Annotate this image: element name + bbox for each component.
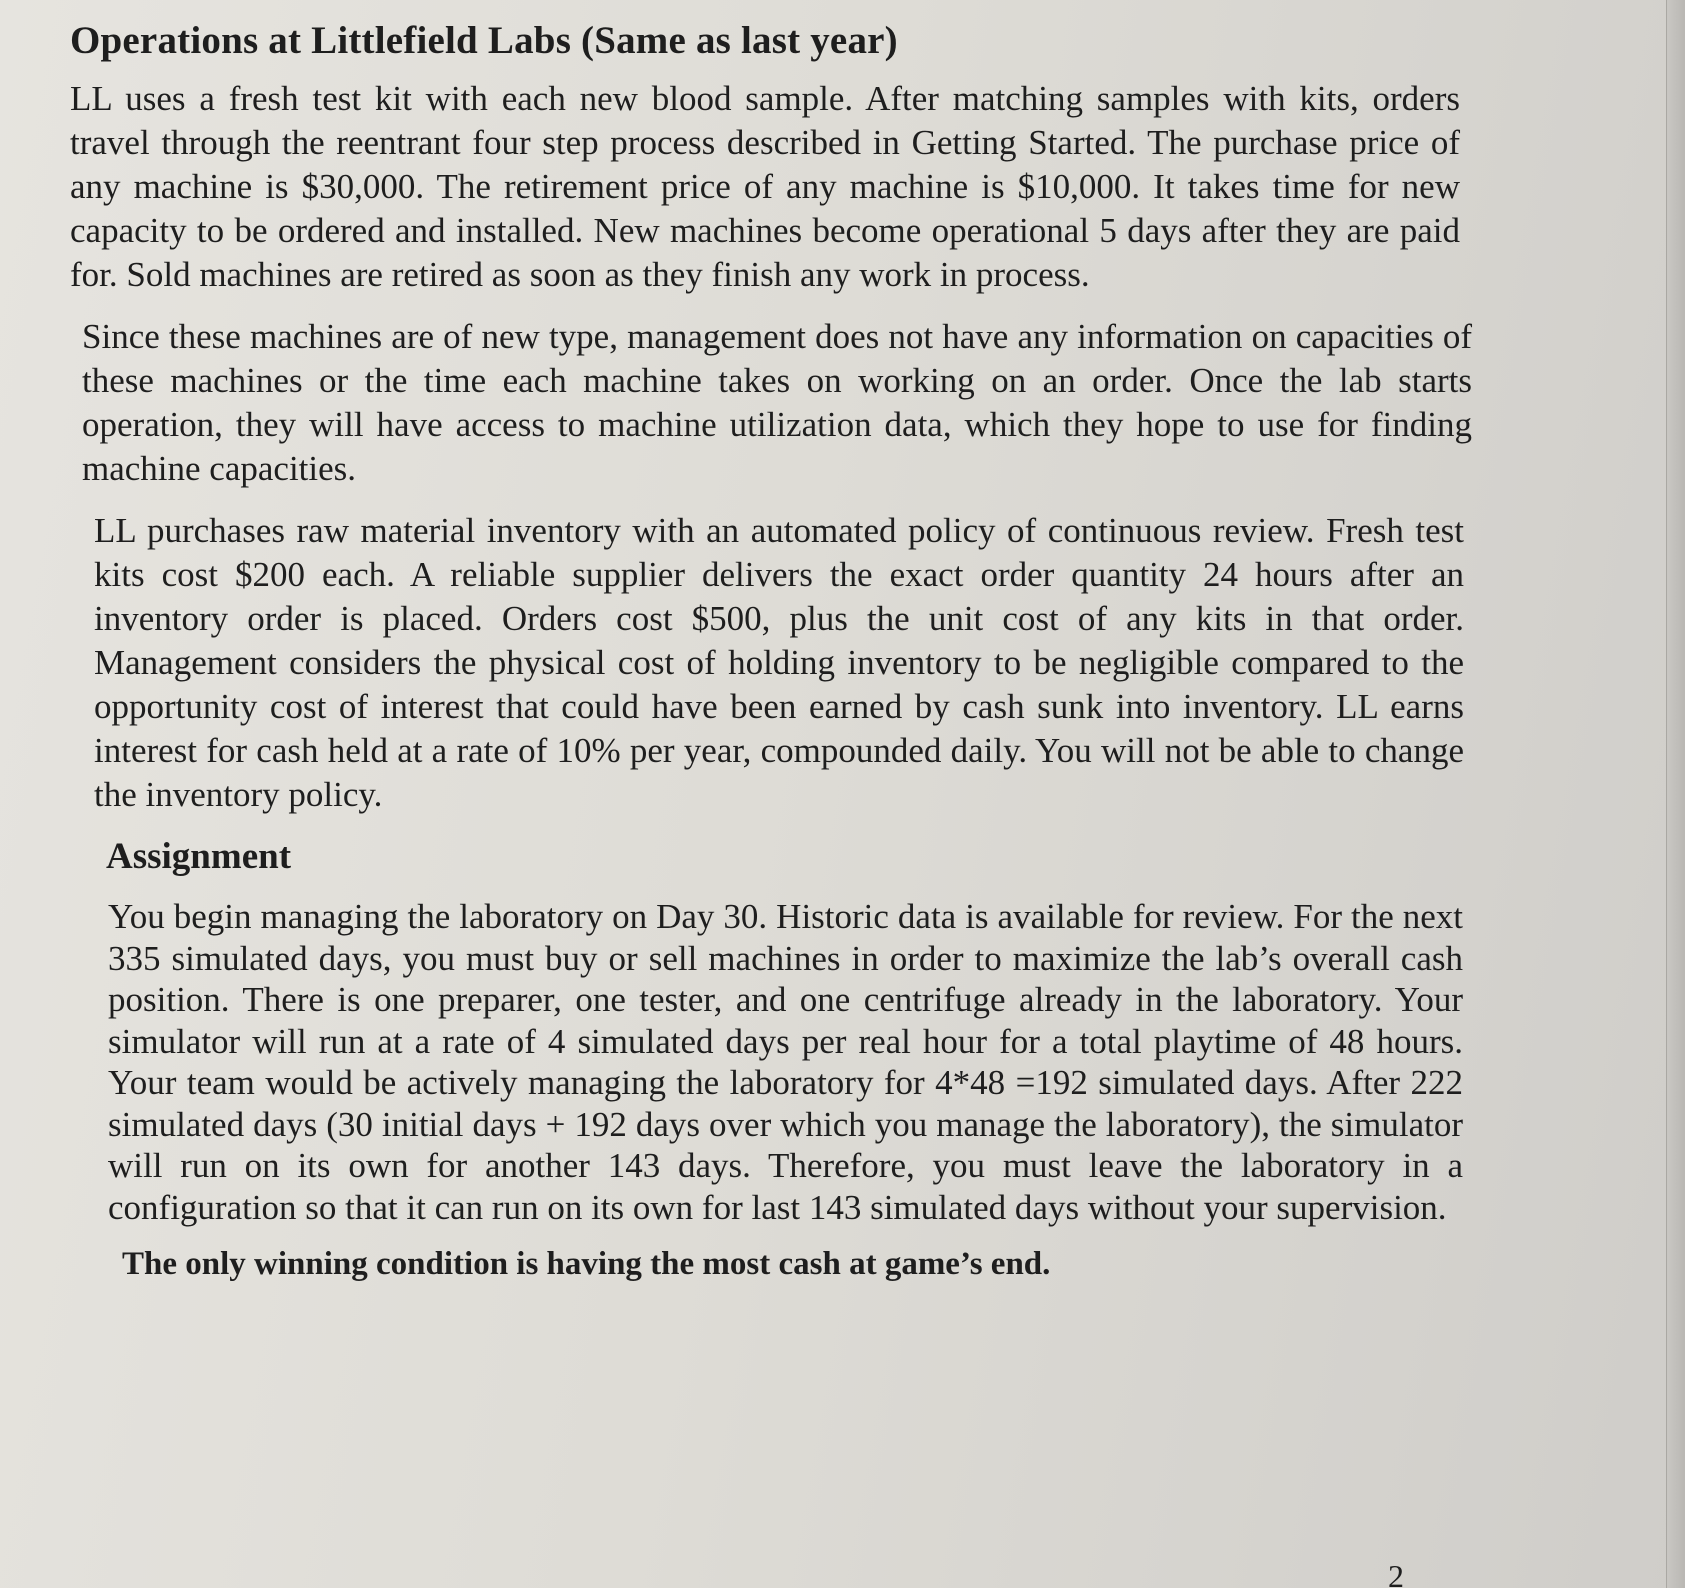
assignment-heading: Assignment bbox=[106, 836, 292, 877]
document-title: Operations at Littlefield Labs (Same as last year) bbox=[70, 19, 898, 62]
page-edge bbox=[1666, 0, 1685, 1588]
paragraph-assignment: You begin managing the laboratory on Day 30. Historic data is available for review. For the next 335 simulated days, you must buy or sell machines in order to maximize the lab’s overall cash position. There is one preparer, one tester, and one centrifuge already in the laboratory. Your simulator will run at a rate of 4 simulated days per real hour for a total playtime of 48 hours. Your team would be actively managing the laboratory for 4*48 =192 simulated days. After 222 simulated days (30 initial days + 192 days over which you manage the laboratory), the simulator will run on its own for another 143 days. Therefore, you must leave the laboratory in a configuration so that it can run on its own for last 143 simulated days without your supervision. bbox=[108, 897, 1463, 1227]
page-number: 2 bbox=[1388, 1558, 1404, 1588]
paragraph-inventory-policy: LL purchases raw material inventory with an automated policy of continuous review. Fresh test kits cost $200 each. A reliable supplier delivers the exact order quantity 24 hours after an inventory order is placed. Orders cost $500, plus the unit cost of any kits in that order. Management considers the physical cost of holding inventory to be negligible compared to the opportunity cost of interest that could have been earned by cash sunk into inventory. LL earns interest for cash held at a rate of 10% per year, compounded daily. You will not be able to change the inventory policy. bbox=[94, 511, 1464, 814]
paragraph-operations: LL uses a fresh test kit with each new blood sample. After matching samples with kits, orders travel through the reentrant four step process described in Getting Started. The purchase price of any machine is $30,000. The retirement price of any machine is $10,000. It takes time for new capacity to be ordered and installed. New machines become operational 5 days after they are paid for. Sold machines are retired as soon as they finish any work in process. bbox=[70, 79, 1460, 294]
winning-condition: The only winning condition is having the most cash at game’s end. bbox=[122, 1246, 1051, 1282]
document-content bbox=[70, 18, 1470, 1283]
paragraph-machine-capacity: Since these machines are of new type, management does not have any information on capacities of these machines or the time each machine takes on working on an order. Once the lab starts operation, they will have access to machine utilization data, which they hope to use for finding machine capacities. bbox=[82, 317, 1472, 488]
